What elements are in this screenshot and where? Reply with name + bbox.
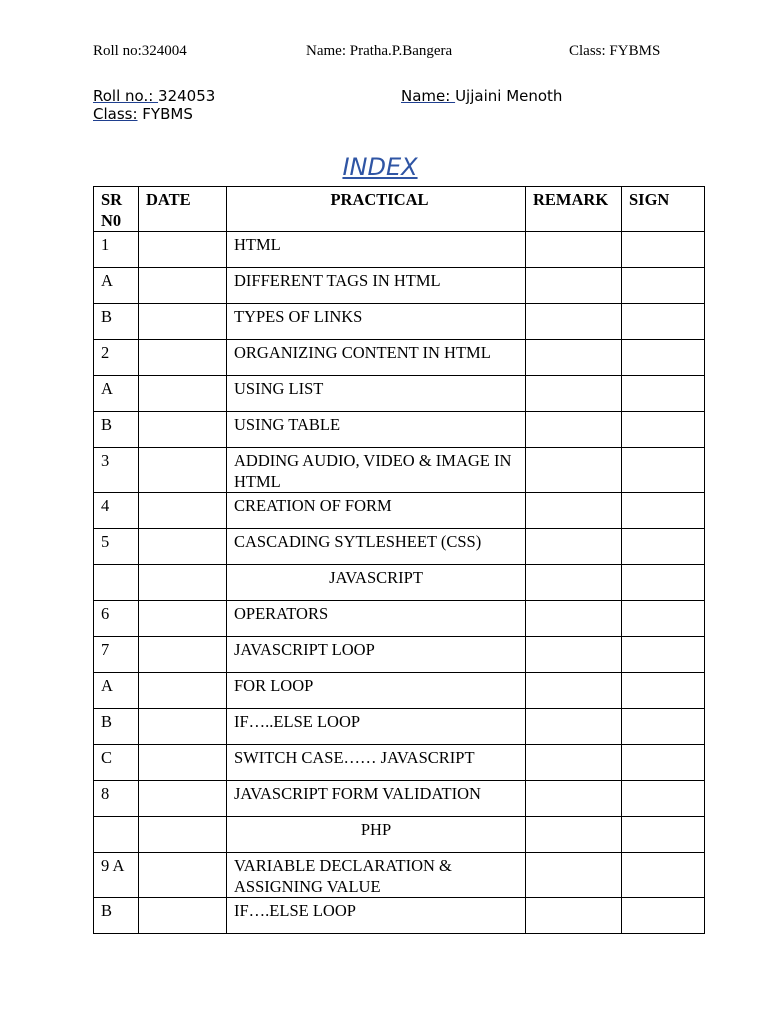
sign-cell xyxy=(622,781,705,817)
student-name-2 xyxy=(401,87,562,105)
remark-cell xyxy=(526,898,622,934)
sign-cell xyxy=(622,709,705,745)
date-cell xyxy=(139,448,227,493)
sign-cell xyxy=(622,448,705,493)
date-cell xyxy=(139,637,227,673)
table-row xyxy=(94,853,705,898)
practical-cell: TYPES OF LINKS xyxy=(227,304,526,340)
date-cell xyxy=(139,781,227,817)
header-sign: SIGN xyxy=(622,187,705,232)
sign-cell xyxy=(622,493,705,529)
practical-cell: CASCADING SYTLESHEET (CSS) xyxy=(227,529,526,565)
remark-cell xyxy=(526,493,622,529)
practical-cell: ADDING AUDIO, VIDEO & IMAGE IN HTML xyxy=(227,448,526,493)
sr-cell: 4 xyxy=(94,493,139,529)
sr-cell: A xyxy=(94,376,139,412)
table-row xyxy=(94,304,705,340)
remark-cell xyxy=(526,781,622,817)
practical-cell: CREATION OF FORM xyxy=(227,493,526,529)
table-row xyxy=(94,376,705,412)
practical-cell: DIFFERENT TAGS IN HTML xyxy=(227,268,526,304)
date-cell xyxy=(139,412,227,448)
roll-number-label: Roll no.: xyxy=(93,87,159,105)
remark-cell xyxy=(526,376,622,412)
table-row xyxy=(94,709,705,745)
sr-cell: 3 xyxy=(94,448,139,493)
sign-cell xyxy=(622,853,705,898)
practical-cell: JAVASCRIPT xyxy=(227,565,526,601)
table-header-row xyxy=(94,187,705,232)
practical-cell: ORGANIZING CONTENT IN HTML xyxy=(227,340,526,376)
sr-cell: C xyxy=(94,745,139,781)
remark-cell xyxy=(526,340,622,376)
date-cell xyxy=(139,340,227,376)
date-cell xyxy=(139,232,227,268)
student-name-1: Name: Pratha.P.Bangera xyxy=(306,43,453,59)
sr-cell: B xyxy=(94,304,139,340)
practical-cell: USING TABLE xyxy=(227,412,526,448)
sign-cell xyxy=(622,412,705,448)
remark-cell xyxy=(526,637,622,673)
remark-cell xyxy=(526,745,622,781)
date-cell xyxy=(139,601,227,637)
student-name-label: Name: xyxy=(401,87,456,105)
sr-cell: 6 xyxy=(94,601,139,637)
date-cell xyxy=(139,898,227,934)
date-cell xyxy=(139,817,227,853)
sr-cell: A xyxy=(94,268,139,304)
table-row xyxy=(94,601,705,637)
date-cell xyxy=(139,376,227,412)
index-table xyxy=(93,186,705,934)
header-sr-no: SR N0 xyxy=(94,187,139,232)
sign-cell xyxy=(622,376,705,412)
date-cell xyxy=(139,268,227,304)
practical-cell: JAVASCRIPT FORM VALIDATION xyxy=(227,781,526,817)
table-row xyxy=(94,673,705,709)
page-title xyxy=(0,153,760,181)
practical-cell: HTML xyxy=(227,232,526,268)
remark-cell xyxy=(526,529,622,565)
sign-cell xyxy=(622,898,705,934)
sr-cell: 7 xyxy=(94,637,139,673)
header-date: DATE xyxy=(139,187,227,232)
sign-cell xyxy=(622,340,705,376)
sign-cell xyxy=(622,637,705,673)
date-cell xyxy=(139,565,227,601)
table-row xyxy=(94,448,705,493)
table-row xyxy=(94,340,705,376)
student-name-value: Ujjaini Menoth xyxy=(455,87,563,105)
sr-cell: 5 xyxy=(94,529,139,565)
sign-cell xyxy=(622,565,705,601)
table-row xyxy=(94,268,705,304)
date-cell xyxy=(139,745,227,781)
class-2 xyxy=(93,105,193,123)
sr-cell xyxy=(94,565,139,601)
table-row xyxy=(94,412,705,448)
sr-cell: 2 xyxy=(94,340,139,376)
remark-cell xyxy=(526,673,622,709)
roll-number-2 xyxy=(93,87,215,105)
date-cell xyxy=(139,304,227,340)
table-row xyxy=(94,745,705,781)
sr-cell: 1 xyxy=(94,232,139,268)
sign-cell xyxy=(622,268,705,304)
roll-number-1: Roll no:324004 xyxy=(93,43,187,59)
sr-cell: 8 xyxy=(94,781,139,817)
remark-cell xyxy=(526,268,622,304)
sign-cell xyxy=(622,673,705,709)
date-cell xyxy=(139,673,227,709)
date-cell xyxy=(139,709,227,745)
table-row xyxy=(94,781,705,817)
practical-cell: IF….ELSE LOOP xyxy=(227,898,526,934)
sr-cell xyxy=(94,817,139,853)
remark-cell xyxy=(526,304,622,340)
practical-cell: OPERATORS xyxy=(227,601,526,637)
sr-cell: A xyxy=(94,673,139,709)
date-cell xyxy=(139,853,227,898)
sign-cell xyxy=(622,745,705,781)
practical-cell: SWITCH CASE…… JAVASCRIPT xyxy=(227,745,526,781)
sr-cell: B xyxy=(94,898,139,934)
sign-cell xyxy=(622,601,705,637)
remark-cell xyxy=(526,853,622,898)
sign-cell xyxy=(622,304,705,340)
table-section-row xyxy=(94,565,705,601)
header-remark: REMARK xyxy=(526,187,622,232)
practical-cell: JAVASCRIPT LOOP xyxy=(227,637,526,673)
roll-number-value: 324053 xyxy=(158,87,216,105)
class-1: Class: FYBMS xyxy=(569,43,661,59)
practical-cell: VARIABLE DECLARATION & ASSIGNING VALUE xyxy=(227,853,526,898)
sr-cell: B xyxy=(94,412,139,448)
sign-cell xyxy=(622,232,705,268)
table-row xyxy=(94,898,705,934)
table-row xyxy=(94,232,705,268)
practical-cell: IF…..ELSE LOOP xyxy=(227,709,526,745)
table-row xyxy=(94,529,705,565)
remark-cell xyxy=(526,232,622,268)
table-body xyxy=(94,232,705,934)
table-row xyxy=(94,493,705,529)
class-label: Class: xyxy=(93,105,138,123)
remark-cell xyxy=(526,709,622,745)
remark-cell xyxy=(526,817,622,853)
sr-cell: B xyxy=(94,709,139,745)
practical-cell: PHP xyxy=(227,817,526,853)
remark-cell xyxy=(526,601,622,637)
practical-cell: USING LIST xyxy=(227,376,526,412)
sr-cell: 9 A xyxy=(94,853,139,898)
date-cell xyxy=(139,493,227,529)
table-row xyxy=(94,637,705,673)
sign-cell xyxy=(622,817,705,853)
remark-cell xyxy=(526,448,622,493)
practical-cell: FOR LOOP xyxy=(227,673,526,709)
remark-cell xyxy=(526,412,622,448)
header-practical: PRACTICAL xyxy=(227,187,526,232)
sign-cell xyxy=(622,529,705,565)
class-value: FYBMS xyxy=(137,105,193,123)
page-title-text: INDEX xyxy=(342,153,418,181)
remark-cell xyxy=(526,565,622,601)
table-section-row xyxy=(94,817,705,853)
date-cell xyxy=(139,529,227,565)
